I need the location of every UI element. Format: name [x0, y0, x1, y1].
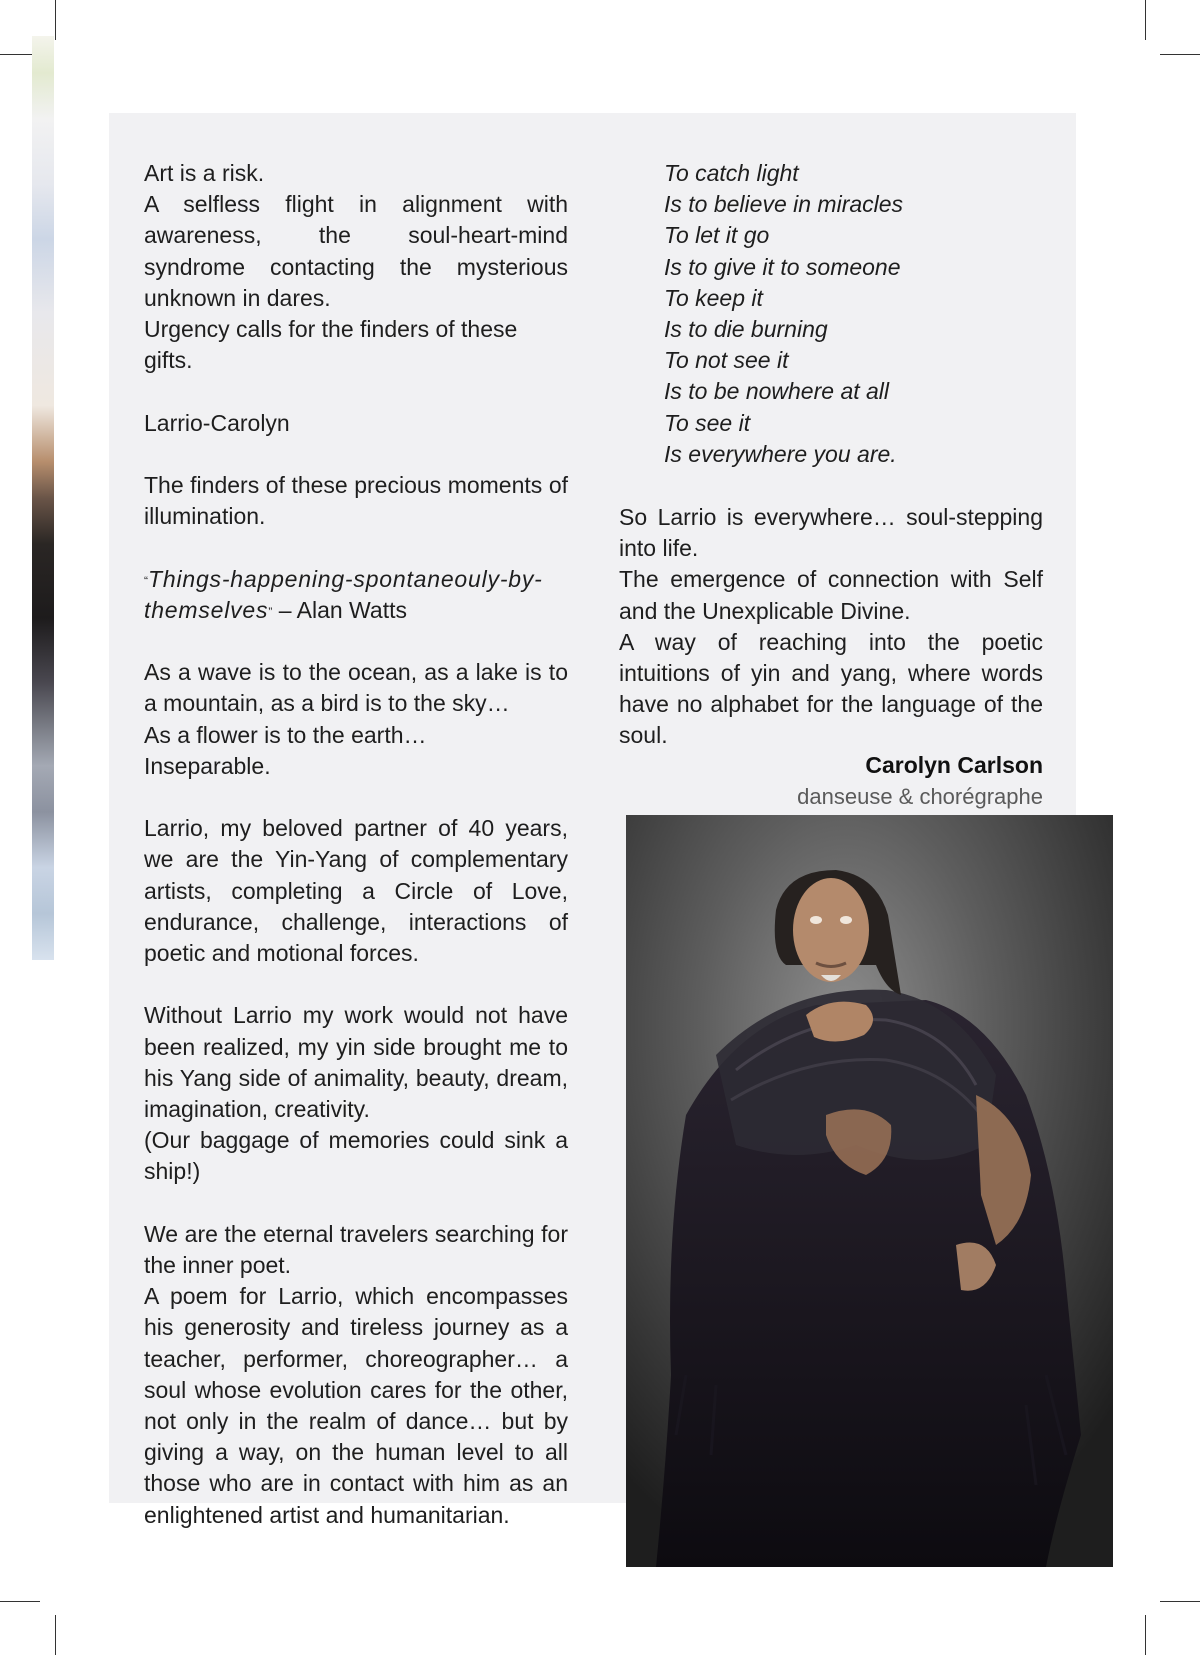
body-paragraph: Without Larrio my work would not have been realized, my yin side brought me to his Yang side of animality, beauty, dream, imagination, creativity.: [144, 1002, 568, 1122]
paragraph-gap: [144, 626, 568, 657]
crop-mark-bottom-left: [55, 1615, 56, 1655]
crop-mark-bottom-left-h: [0, 1601, 40, 1602]
poem-line: To not see it: [664, 347, 789, 374]
quote-close-mark: ”: [268, 604, 273, 619]
alan-watts-quote: [144, 564, 568, 626]
poem-line: To keep it: [664, 284, 763, 311]
poem-line: Is everywhere you are.: [664, 440, 897, 467]
poem-line: Is to be nowhere at all: [664, 378, 890, 405]
body-paragraph: A poem for Larrio, which encompasses his generosity and tireless journey as a teacher, performer, choreographer… a soul whose evolution cares for the other, not only in the realm of dance… but by giving a way, on the human level to all those who are in contact with him as an enlightened artist and humanitarian.: [144, 1283, 568, 1528]
body-paragraph: Urgency calls for the finders of these gifts.: [144, 316, 518, 374]
body-paragraph: Art is a risk.: [144, 160, 265, 186]
body-paragraph: We are the eternal travelers searching for the inner poet.: [144, 1220, 568, 1278]
author-role: danseuse & chorégraphe: [797, 784, 1043, 809]
body-paragraph: A way of reaching into the poetic intuitions of yin and yang, where words have no alphabet for the language of the soul.: [619, 628, 1043, 749]
body-paragraph: The finders of these precious moments of illumination.: [144, 472, 568, 530]
adjacent-page-image-strip: [32, 36, 54, 960]
body-paragraph: Inseparable.: [144, 752, 271, 779]
paragraph-gap: [144, 969, 568, 1000]
paragraph-gap: [144, 376, 568, 407]
left-text-column: [144, 158, 568, 1531]
crop-mark-bottom-right-h: [1160, 1601, 1200, 1602]
paragraph-gap: [144, 439, 568, 470]
body-paragraph: (Our baggage of memories could sink a ship!): [144, 1127, 568, 1185]
paragraph-gap: [144, 782, 568, 813]
quote-attribution: – Alan Watts: [272, 596, 407, 623]
poem-line: Is to die burning: [664, 316, 828, 343]
dancer-figure-illustration: [626, 815, 1113, 1567]
body-paragraph: As a flower is to the earth…: [144, 721, 427, 748]
body-paragraph: So Larrio is everywhere… soul-stepping into life.: [619, 504, 1043, 562]
poem-block: [664, 158, 1044, 470]
quote-text: Things-happening-spontaneouly-by-themselves: [144, 565, 543, 623]
right-text-column: [619, 502, 1043, 752]
author-name: Carolyn Carlson: [865, 752, 1043, 778]
quote-open-mark: “: [144, 573, 148, 588]
body-paragraph: Larrio-Carolyn: [144, 409, 290, 436]
poem-line: To see it: [664, 409, 751, 436]
poem-line: To let it go: [664, 222, 770, 249]
body-paragraph: As a wave is to the ocean, as a lake is to a mountain, as a bird is to the sky…: [144, 659, 568, 717]
poem-line: To catch light: [664, 160, 799, 186]
dancer-portrait-photo: [626, 815, 1113, 1567]
poem-line: Is to believe in miracles: [664, 191, 904, 218]
crop-mark-top-right: [1145, 0, 1146, 40]
body-paragraph: A selfless flight in alignment with awareness, the soul-heart-mind syndrome contacting the mysterious unknown in dares.: [144, 191, 568, 311]
crop-mark-top-right-h: [1160, 54, 1200, 55]
paragraph-gap: [144, 1188, 568, 1219]
crop-mark-top-left: [55, 0, 56, 40]
paragraph-gap: [144, 532, 568, 563]
body-paragraph: The emergence of connection with Self and the Unexplicable Divine.: [619, 566, 1043, 624]
crop-mark-bottom-right: [1145, 1615, 1146, 1655]
body-paragraph: Larrio, my beloved partner of 40 years, we are the Yin-Yang of complementary artists, completing a Circle of Love, endurance, challenge, interactions of poetic and motional forces.: [144, 815, 568, 966]
poem-line: Is to give it to someone: [664, 253, 901, 280]
